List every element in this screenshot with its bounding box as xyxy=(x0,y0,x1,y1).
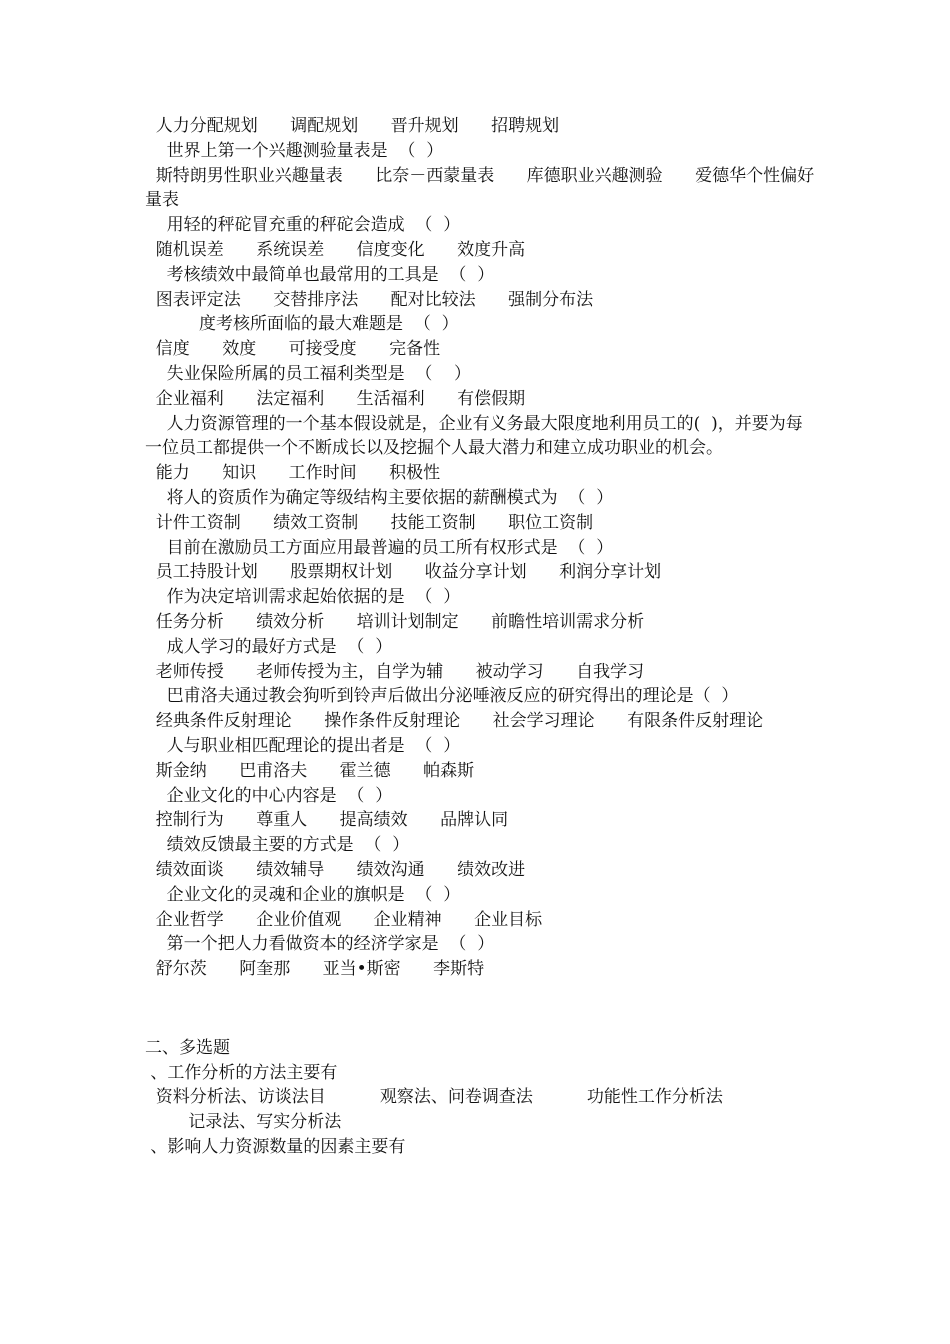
text-line: 用轻的秤砣冒充重的秤砣会造成 （ ） xyxy=(145,215,461,236)
text-line: 将人的资质作为确定等级结构主要依据的薪酬模式为 （ ） xyxy=(145,487,614,508)
text-line: 、工作分析的方法主要有 xyxy=(145,1062,338,1083)
text-line: 企业福利 法定福利 生活福利 有偿假期 xyxy=(145,388,526,409)
text-line: 斯特朗男性职业兴趣量表 比奈－西蒙量表 库德职业兴趣测验 爱德华个性偏好量表 xyxy=(145,165,815,211)
text-line: 人与职业相匹配理论的提出者是 （ ） xyxy=(145,735,461,756)
text-line: 第一个把人力看做资本的经济学家是 （ ） xyxy=(145,934,495,955)
text-line: 计件工资制 绩效工资制 技能工资制 职位工资制 xyxy=(145,512,594,533)
text-line: 企业文化的中心内容是 （ ） xyxy=(145,785,393,806)
text-line: 老师传授 老师传授为主，自学为辅 被动学习 自我学习 xyxy=(145,661,645,682)
text-line: 目前在激励员工方面应用最普遍的员工所有权形式是 （ ） xyxy=(145,537,614,558)
text-line: 随机误差 系统误差 信度变化 效度升高 xyxy=(145,239,526,260)
text-line: 巴甫洛夫通过教会狗听到铃声后做出分泌唾液反应的研究得出的理论是（ ） xyxy=(145,686,739,707)
text-line: 失业保险所属的员工福利类型是 （ ） xyxy=(145,363,472,384)
text-line: 经典条件反射理论 操作条件反射理论 社会学习理论 有限条件反射理论 xyxy=(145,711,764,732)
text-line: 任务分析 绩效分析 培训计划制定 前瞻性培训需求分析 xyxy=(145,611,645,632)
text-line: 绩效面谈 绩效辅导 绩效沟通 绩效改进 xyxy=(145,859,526,880)
text-line: 成人学习的最好方式是 （ ） xyxy=(145,636,393,657)
text-line: 、影响人力资源数量的因素主要有 xyxy=(145,1137,406,1158)
single-choice-section xyxy=(145,114,815,982)
section-gap xyxy=(145,982,815,1036)
text-line: 员工持股计划 股票期权计划 收益分享计划 利润分享计划 xyxy=(145,562,662,583)
text-line: 资料分析法、访谈法目 观察法、问卷调查法 功能性工作分析法 xyxy=(145,1087,723,1108)
text-line: 舒尔茨 阿奎那 亚当•斯密 李斯特 xyxy=(145,959,485,980)
text-line: 记录法、写实分析法 xyxy=(145,1112,342,1133)
text-line: 作为决定培训需求起始依据的是 （ ） xyxy=(145,587,461,608)
text-line: 人力资源管理的一个基本假设就是，企业有义务最大限度地利用员工的( )，并要为每一位员工都提供一个不断成长以及挖掘个人最大潜力和建立成功职业的机会。 xyxy=(145,413,803,459)
text-line: 度考核所面临的最大难题是 （ ） xyxy=(145,314,459,335)
text-line: 控制行为 尊重人 提高绩效 品牌认同 xyxy=(145,810,509,831)
text-line: 考核绩效中最简单也最常用的工具是 （ ） xyxy=(145,264,495,285)
multiple-choice-section xyxy=(145,1061,815,1160)
text-line: 绩效反馈最主要的方式是 （ ） xyxy=(145,835,410,856)
document-page xyxy=(145,114,815,1160)
text-line: 图表评定法 交替排序法 配对比较法 强制分布法 xyxy=(145,289,594,310)
text-line: 信度 效度 可接受度 完备性 xyxy=(145,339,441,360)
text-line: 斯金纳 巴甫洛夫 霍兰德 帕森斯 xyxy=(145,760,475,781)
text-line: 世界上第一个兴趣测验量表是 （ ） xyxy=(145,140,444,161)
section-title: 二、多选题 xyxy=(145,1037,230,1058)
text-line: 能力 知识 工作时间 积极性 xyxy=(145,463,441,484)
text-line: 企业哲学 企业价值观 企业精神 企业目标 xyxy=(145,909,543,930)
text-line: 人力分配规划 调配规划 晋升规划 招聘规划 xyxy=(145,116,560,136)
text-line: 企业文化的灵魂和企业的旗帜是 （ ） xyxy=(145,884,461,905)
